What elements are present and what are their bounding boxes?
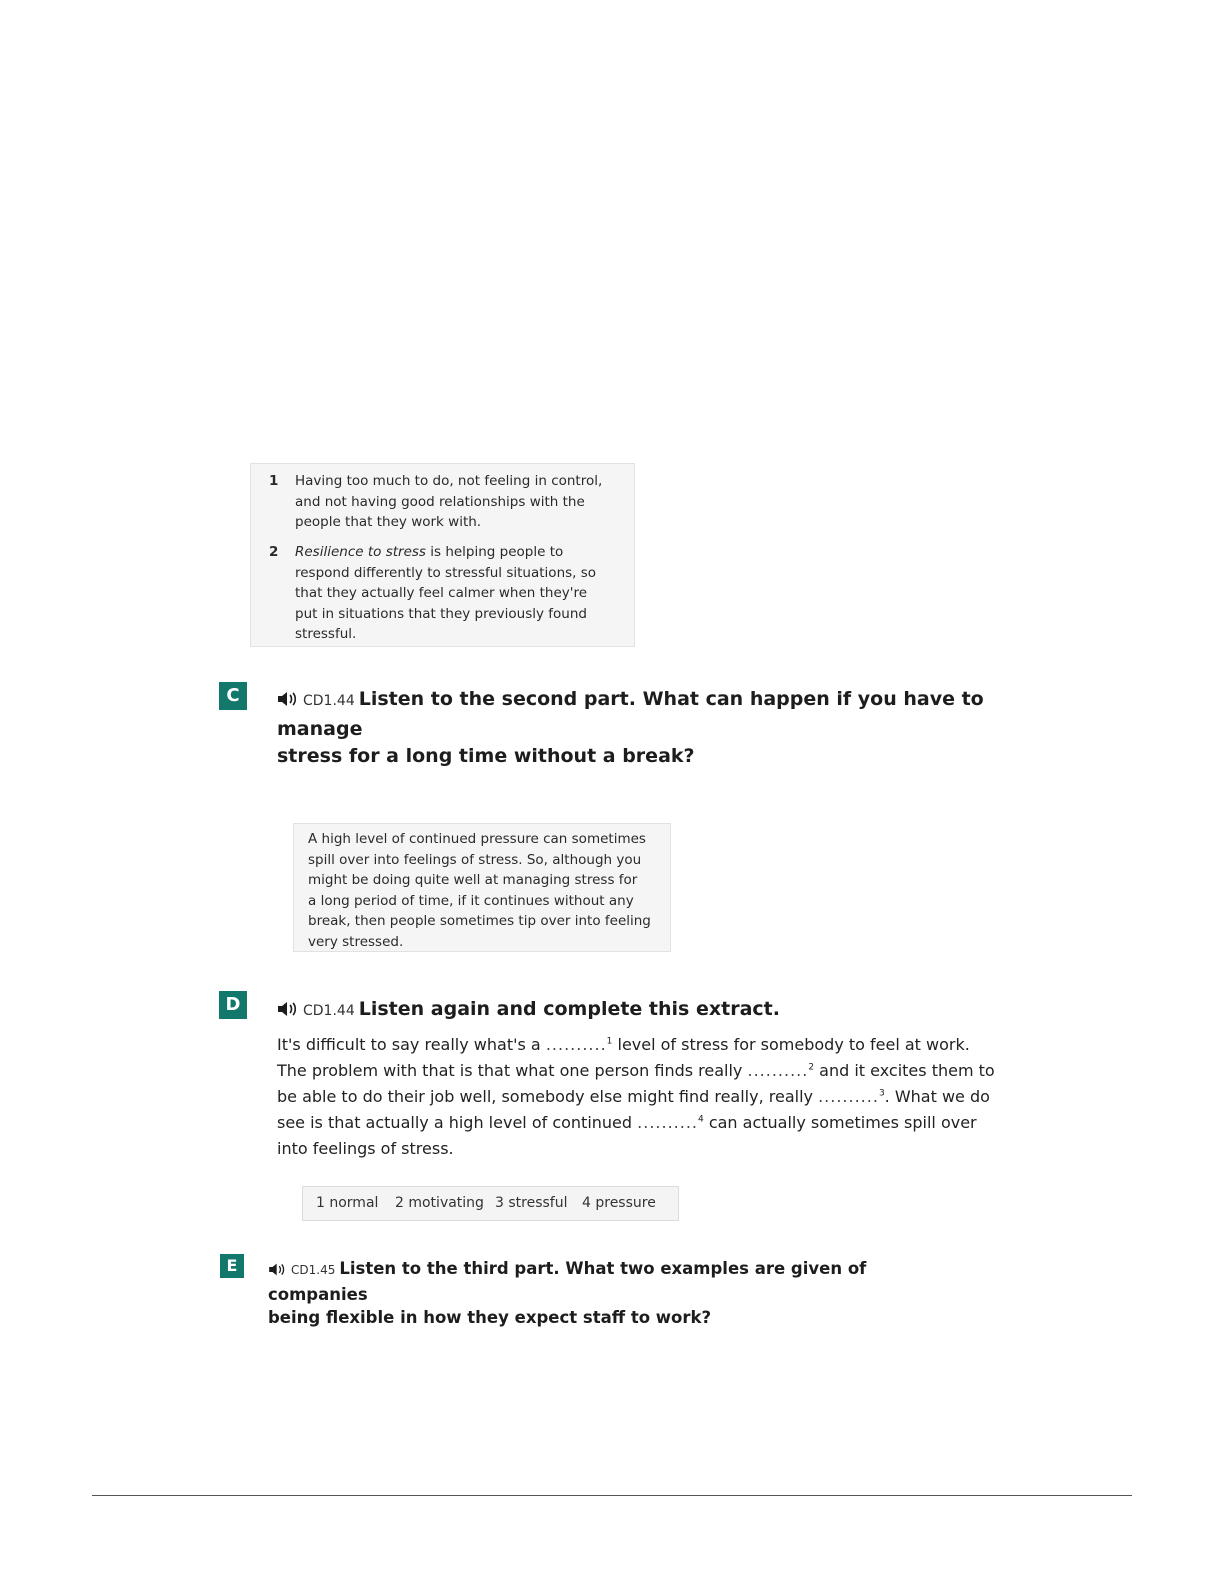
question-line — [277, 686, 997, 743]
key-item-2: 2 motivating — [395, 1195, 484, 1211]
extract-text: The problem with that is that what one person finds really — [277, 1061, 748, 1080]
gap-number: 3 — [878, 1088, 885, 1099]
answer-text — [295, 471, 615, 533]
extract-text: . What we do — [884, 1087, 990, 1106]
extract-text: and it excites them to — [814, 1061, 995, 1080]
extract-line — [277, 1032, 997, 1058]
speaker-icon[interactable] — [277, 999, 299, 1026]
question-d — [277, 996, 997, 1026]
extract-text: be able to do their job well, somebody else might find really, really — [277, 1087, 819, 1106]
key-item-3: 3 stressful — [495, 1195, 568, 1211]
key-item-1: 1 normal — [316, 1195, 379, 1211]
question-c — [277, 686, 997, 770]
answer-line: and not having good relationships with the — [295, 493, 585, 510]
question-e — [268, 1257, 908, 1329]
answer-line: Having too much to do, not feeling in control, — [295, 473, 603, 489]
answer-number: 1 — [269, 473, 279, 489]
italic-term: Resilience to stress — [295, 544, 426, 560]
speaker-icon[interactable] — [277, 689, 299, 716]
question-text: Listen to the third part. What two examples are given of companies — [268, 1259, 867, 1304]
answer-line: put in situations that they previously found — [295, 605, 587, 622]
answer-line: might be doing quite well at managing stress for — [308, 872, 638, 888]
gap-blank-2[interactable]: .......... — [747, 1061, 809, 1080]
cd-track: CD1.45 — [291, 1263, 336, 1277]
answer-line: that they actually feel calmer when they're — [295, 585, 588, 601]
gap-number: 2 — [808, 1062, 815, 1073]
gap-number: 1 — [606, 1036, 613, 1047]
answer-line: A high level of continued pressure can sometimes — [308, 831, 646, 847]
answer-box-b — [250, 463, 635, 647]
answer-key-box — [302, 1186, 679, 1221]
speaker-icon[interactable] — [268, 1260, 287, 1283]
section-letter-e: E — [220, 1254, 244, 1278]
extract-line: into feelings of stress. — [277, 1139, 454, 1158]
gap-blank-3[interactable]: .......... — [818, 1087, 879, 1106]
gap-blank-4[interactable]: .......... — [637, 1113, 698, 1132]
extract-text: see is that actually a high level of continued — [277, 1113, 638, 1132]
extract-text: It's difficult to say really what's a — [277, 1035, 546, 1054]
extract-line — [277, 1084, 997, 1110]
answer-line — [295, 542, 615, 563]
answer-line: stressful. — [295, 626, 357, 642]
answer-paragraph — [308, 829, 658, 952]
section-letter-c: C — [219, 682, 247, 710]
footer-divider — [92, 1495, 1132, 1496]
answer-line: respond differently to stressful situations, so — [295, 564, 597, 581]
answer-text — [295, 542, 615, 645]
answer-line: very stressed. — [308, 933, 404, 950]
cd-track: CD1.44 — [303, 1003, 355, 1019]
answer-line-rest: is helping people to — [425, 544, 564, 560]
section-letter-d: D — [219, 991, 247, 1019]
question-text: Listen again and complete this extract. — [358, 998, 780, 1020]
question-text: Listen to the second part. What can happen if you have to manage — [277, 688, 984, 740]
answer-number: 2 — [269, 544, 279, 560]
gap-blank-1[interactable]: .......... — [545, 1035, 607, 1054]
answer-line: people that they work with. — [295, 514, 482, 530]
extract-text: can actually sometimes spill over — [703, 1113, 977, 1132]
extract-text: level of stress for somebody to feel at work. — [612, 1035, 970, 1054]
question-line: being flexible in how they expect staff to work? — [268, 1308, 712, 1327]
answer-line: break, then people sometimes tip over into feeling — [308, 913, 651, 929]
gap-number: 4 — [698, 1114, 704, 1125]
gap-fill-extract — [277, 1032, 997, 1162]
extract-line — [277, 1058, 997, 1084]
key-item-4: 4 pressure — [582, 1195, 656, 1211]
answer-line: spill over into feelings of stress. So, although you — [308, 851, 642, 868]
answer-box-c — [293, 823, 671, 952]
answer-line: a long period of time, if it continues without any — [308, 892, 634, 909]
extract-line — [277, 1110, 997, 1136]
question-line — [268, 1257, 908, 1306]
cd-track: CD1.44 — [303, 693, 355, 709]
question-line: stress for a long time without a break? — [277, 745, 695, 767]
